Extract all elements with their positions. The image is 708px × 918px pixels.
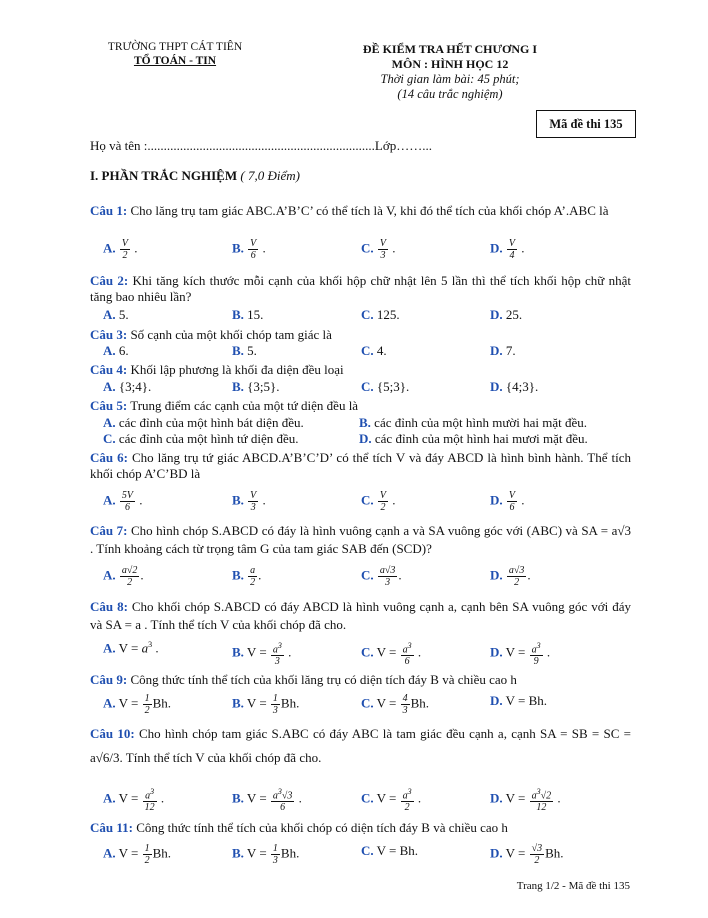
question-3 [90, 327, 631, 343]
question-9 [90, 672, 631, 688]
option-c[interactable]: C. $\frac{V}{3}$ . [361, 238, 396, 261]
option-c[interactable]: C. 125. [361, 307, 400, 322]
fraction: $\frac{a√2}{2}$ [121, 565, 138, 588]
option-b[interactable]: B. $\frac{V}{3}$ . [232, 490, 266, 513]
question-text: Cho khối chóp S.ABCD có đáy ABCD là hình vuông cạnh a, cạnh bên SA vuông góc với đáy và SA = a . Tính thể tích V của khối chóp đã cho. [90, 599, 631, 632]
exam-code-box: Mã đề thi 135 [536, 110, 636, 138]
question-count: (14 câu trắc nghiệm) [397, 87, 503, 101]
fraction: $\frac{a^3}{9}$ [531, 641, 541, 668]
question-text: Công thức tính thể tích của khối chóp có diện tích đáy B và chiều cao h [132, 820, 508, 835]
options-9 [103, 693, 643, 716]
fraction: $\frac{a^3}{6}$ [402, 641, 412, 668]
question-number: Câu 1: [90, 203, 128, 218]
option-d[interactable]: D. V = $\frac{a^3}{9}$ . [490, 641, 551, 668]
option-a[interactable]: A. 5. [103, 307, 129, 322]
option-b[interactable]: B. 15. [232, 307, 264, 322]
option-d[interactable]: D. 25. [490, 307, 523, 322]
options-4 [103, 379, 643, 397]
fraction: $\frac{1}{2}$ [144, 843, 150, 866]
question-8 [90, 598, 631, 634]
question-text: Khi tăng kích thước mỗi cạnh của khối hộp chữ nhật lên 5 lần thì thể tích khối hộp chữ nhật tăng bao nhiêu lần? [90, 273, 631, 304]
fraction: $\frac{5V}{6}$ [121, 490, 133, 513]
option-b[interactable]: B. V = $\frac{1}{3}$ Bh. [232, 843, 300, 866]
fraction: $\frac{a^3}{12}$ [144, 787, 155, 814]
option-c[interactable]: C. V = $\frac{a^3}{6}$ . [361, 641, 422, 668]
option-d[interactable]: D. V = $\frac{√3}{2}$ Bh. [490, 843, 564, 866]
question-number: Câu 6: [90, 450, 128, 465]
department-name: TỔ TOÁN - TIN [133, 55, 217, 67]
fraction: $\frac{4}{3}$ [402, 693, 408, 716]
question-text: Cho lăng trụ tam giác ABC.A’B’C’ có thể tích là V, khi đó thể tích của khối chóp A’.ABC là [127, 203, 609, 218]
section-name: I. PHẦN TRẮC NGHIỆM [90, 168, 238, 183]
fraction: $\frac{a√3}{3}$ [379, 565, 396, 588]
fraction: $\frac{V}{3}$ [379, 238, 386, 261]
option-d[interactable]: D. {4;3}. [490, 379, 539, 394]
fraction: $\frac{V}{2}$ [121, 238, 128, 261]
option-d[interactable]: D. các đỉnh của một hình hai mươi mặt đều. [359, 431, 588, 446]
option-d[interactable]: D. V = Bh. [490, 693, 548, 708]
options-7 [103, 565, 643, 588]
question-7 [90, 522, 631, 558]
time-limit: Thời gian làm bài: 45 phút; [380, 72, 520, 86]
options-10 [103, 786, 643, 814]
question-number: Câu 3: [90, 327, 128, 342]
option-a[interactable]: A. $\frac{5V}{6}$ . [103, 490, 143, 513]
question-text: Cho hình chóp tam giác S.ABC có đáy ABC là tam giác đều cạnh a, cạnh SA = SB = SC = a√6/3. Tính thể tích V của khối chóp đã cho. [90, 726, 631, 765]
page-footer: Trang 1/2 - Mã đề thi 135 [516, 880, 630, 892]
question-text: Trung điểm các cạnh của một tứ diện đều là [127, 398, 359, 413]
exam-header [330, 42, 570, 102]
option-d[interactable]: D. V = $\frac{a^3√2}{12}$ . [490, 787, 561, 814]
option-d[interactable]: D. 7. [490, 343, 516, 358]
option-a[interactable]: A. V = $\frac{1}{2}$ Bh. [103, 693, 172, 716]
fraction: $\frac{a^3√3}{6}$ [272, 787, 293, 814]
fraction: $\frac{V}{4}$ [508, 238, 515, 261]
options-8 [103, 640, 643, 668]
question-5 [90, 398, 631, 414]
option-b[interactable]: B. {3;5}. [232, 379, 280, 394]
question-number: Câu 11: [90, 820, 133, 835]
options-1 [103, 238, 643, 261]
option-c[interactable]: C. $\frac{a√3}{3}$ . [361, 565, 402, 588]
option-b[interactable]: B. V = $\frac{a^3√3}{6}$ . [232, 787, 302, 814]
options-6 [103, 490, 643, 513]
fraction: $\frac{a^3}{3}$ [272, 641, 282, 668]
option-d[interactable]: D. $\frac{a√3}{2}$ . [490, 565, 531, 588]
fraction: $\frac{1}{3}$ [272, 843, 278, 866]
option-b[interactable]: B. 5. [232, 343, 257, 358]
fraction: $\frac{1}{2}$ [144, 693, 150, 716]
fraction: $\frac{V}{6}$ [250, 238, 257, 261]
question-11 [90, 820, 631, 836]
fraction: $\frac{a^3√2}{12}$ [531, 787, 552, 814]
question-number: Câu 5: [90, 398, 128, 413]
section-points: ( 7,0 Điểm) [240, 168, 300, 183]
option-c[interactable]: C. V = $\frac{a^3}{2}$ . [361, 787, 422, 814]
option-a[interactable]: A. V = $\frac{a^3}{12}$ . [103, 787, 165, 814]
option-a[interactable]: A. V = $\frac{1}{2}$ Bh. [103, 843, 172, 866]
question-2 [90, 273, 631, 305]
question-text: Công thức tính thể tích của khối lăng trụ có diện tích đáy B và chiều cao h [127, 672, 517, 687]
question-text: Khối lập phương là khối đa diện đều loại [127, 362, 344, 377]
question-number: Câu 4: [90, 362, 128, 377]
fraction: $\frac{V}{3}$ [250, 490, 257, 513]
exam-title: ĐỀ KIỂM TRA HẾT CHƯƠNG I [362, 42, 538, 56]
question-number: Câu 9: [90, 672, 128, 687]
option-b[interactable]: B. các đỉnh của một hình mười hai mặt đều. [359, 415, 588, 430]
question-1 [90, 203, 631, 219]
options-2 [103, 307, 643, 325]
option-b[interactable]: B. V = $\frac{a^3}{3}$ . [232, 641, 292, 668]
option-c[interactable]: C. {5;3}. [361, 379, 410, 394]
option-c[interactable]: C. V = Bh. [361, 843, 419, 858]
option-a[interactable]: A. {3;4}. [103, 379, 152, 394]
option-d[interactable]: D. $\frac{V}{6}$ . [490, 490, 525, 513]
options-5-row2 [103, 431, 643, 449]
fraction: $\frac{V}{6}$ [508, 490, 515, 513]
question-10 [90, 722, 631, 770]
option-c[interactable]: C. các đỉnh của một hình tứ diện đều. [103, 431, 299, 446]
options-11 [103, 843, 643, 866]
option-b[interactable]: B. $\frac{a}{2}$ . [232, 565, 262, 588]
option-c[interactable]: C. V = $\frac{4}{3}$ Bh. [361, 693, 430, 716]
question-number: Câu 7: [90, 523, 128, 538]
fraction: $\frac{a^3}{2}$ [402, 787, 412, 814]
question-6 [90, 450, 631, 482]
option-a[interactable]: A. $V = a^3$ . [103, 640, 159, 656]
question-number: Câu 2: [90, 273, 129, 288]
section-title [90, 168, 300, 184]
fraction: $\frac{a√3}{2}$ [508, 565, 525, 588]
question-text: Cho hình chóp S.ABCD có đáy là hình vuông cạnh a và SA vuông góc với (ABC) và SA = a√3 . Tính khoảng cách từ trọng tâm G của tam giác SAB đến (SCD)? [90, 523, 631, 556]
option-a[interactable]: A. các đỉnh của một hình bát diện đều. [103, 415, 304, 430]
option-a[interactable]: A. $\frac{V}{2}$ . [103, 238, 138, 261]
question-4 [90, 362, 631, 378]
option-b[interactable]: B. V = $\frac{1}{3}$ Bh. [232, 693, 300, 716]
option-c[interactable]: C. $\frac{V}{2}$ . [361, 490, 396, 513]
question-number: Câu 8: [90, 599, 128, 614]
subject: MÔN : HÌNH HỌC 12 [391, 57, 509, 71]
question-text: Số cạnh của một khối chóp tam giác là [127, 327, 332, 342]
fraction: $\frac{1}{3}$ [272, 693, 278, 716]
question-text: Cho lăng trụ tứ giác ABCD.A’B’C’D’ có thể tích V và đáy ABCD là hình bình hành. Thể tích khối chóp A’C’BD là [90, 450, 631, 481]
fraction: $\frac{a}{2}$ [250, 565, 256, 588]
student-info-line: Họ và tên :......................................................................Lớp……... [90, 138, 432, 153]
option-a[interactable]: A. 6. [103, 343, 129, 358]
option-d[interactable]: D. $\frac{V}{4}$ . [490, 238, 525, 261]
question-number: Câu 10: [90, 726, 135, 741]
option-a[interactable]: A. $\frac{a√2}{2}$ . [103, 565, 144, 588]
option-b[interactable]: B. $\frac{V}{6}$ . [232, 238, 266, 261]
fraction: $\frac{√3}{2}$ [531, 843, 543, 866]
option-c[interactable]: C. 4. [361, 343, 387, 358]
school-header [90, 40, 260, 68]
school-name: TRƯỜNG THPT CÁT TIÊN [107, 41, 243, 53]
fraction: $\frac{V}{2}$ [379, 490, 386, 513]
options-3 [103, 343, 643, 361]
